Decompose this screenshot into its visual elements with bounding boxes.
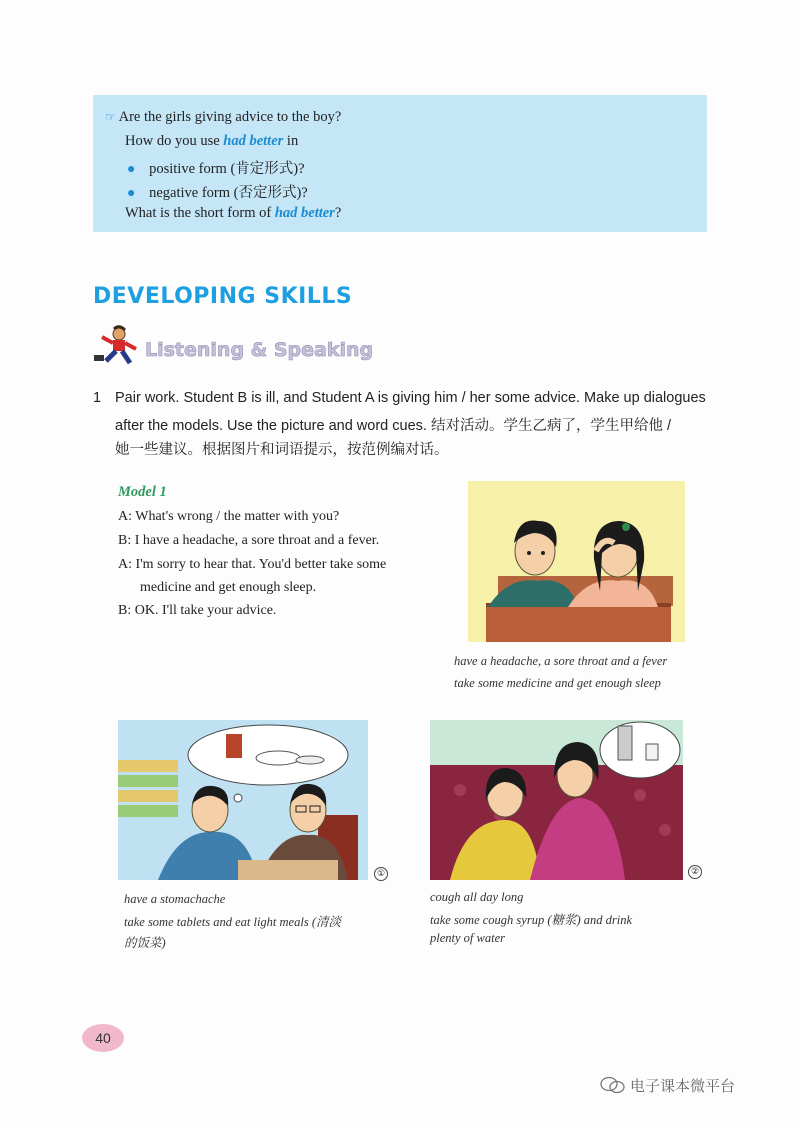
watermark: 电子课本微平台 [600, 1075, 735, 1098]
caption-main-2: take some medicine and get enough sleep [454, 676, 661, 690]
running-man-icon [92, 325, 140, 370]
exercise-line-1: Pair work. Student B is ill, and Student A is giving him / her some advice. Make up dialogues [115, 390, 706, 406]
illustration-stomachache [118, 720, 368, 880]
model-line: B: OK. I'll take your advice. [118, 603, 277, 618]
illustration-headache [468, 481, 685, 642]
bullet-icon: ● [127, 186, 136, 201]
exercise-line-3: 她一些建议。根据图片和词语提示，按范例编对话。 [115, 442, 449, 458]
caption-p2-line1: cough all day long [430, 890, 524, 904]
model-line: medicine and get enough sleep. [140, 580, 317, 595]
caption-p2-line3: plenty of water [430, 931, 505, 945]
model-line: B: I have a headache, a sore throat and a fever. [118, 533, 380, 548]
illustration-cough [430, 720, 683, 880]
pointing-hand-icon: ☞ [105, 110, 116, 124]
model-line: A: What's wrong / the matter with you? [118, 509, 340, 524]
question-line-2: How do you use had better in [125, 133, 299, 149]
question-bullet-1: ● positive form (肯定形式)? [127, 161, 305, 177]
question-line-5: What is the short form of had better? [125, 205, 342, 221]
subsection-title: Listening & Speaking [145, 339, 374, 361]
caption-p1-line3: 的饭菜) [124, 936, 166, 950]
question-box [93, 95, 707, 232]
model-title: Model 1 [118, 484, 167, 500]
picture-number-1: ① [374, 867, 388, 881]
wechat-icon [600, 1076, 626, 1098]
question-bullet-2: ● negative form (否定形式)? [127, 185, 308, 201]
caption-main-1: have a headache, a sore throat and a fever [454, 654, 668, 668]
caption-p1-line1: have a stomachache [124, 892, 226, 906]
exercise-number: 1 [93, 390, 102, 406]
section-title: DEVELOPING SKILLS [93, 284, 353, 309]
bullet-icon: ● [127, 162, 136, 177]
exercise-line-2: after the models. Use the picture and word cues. 结对活动。学生乙病了，学生甲给他 / [115, 418, 671, 434]
caption-p2-line2: take some cough syrup (糖浆) and drink [430, 913, 633, 927]
picture-number-2: ② [688, 865, 702, 879]
question-line-1: ☞ Are the girls giving advice to the boy? [105, 109, 342, 125]
model-line: A: I'm sorry to hear that. You'd better take some [118, 557, 387, 572]
caption-p1-line2: take some tablets and eat light meals (清淡 [124, 915, 341, 929]
page-number: 40 [82, 1024, 124, 1052]
